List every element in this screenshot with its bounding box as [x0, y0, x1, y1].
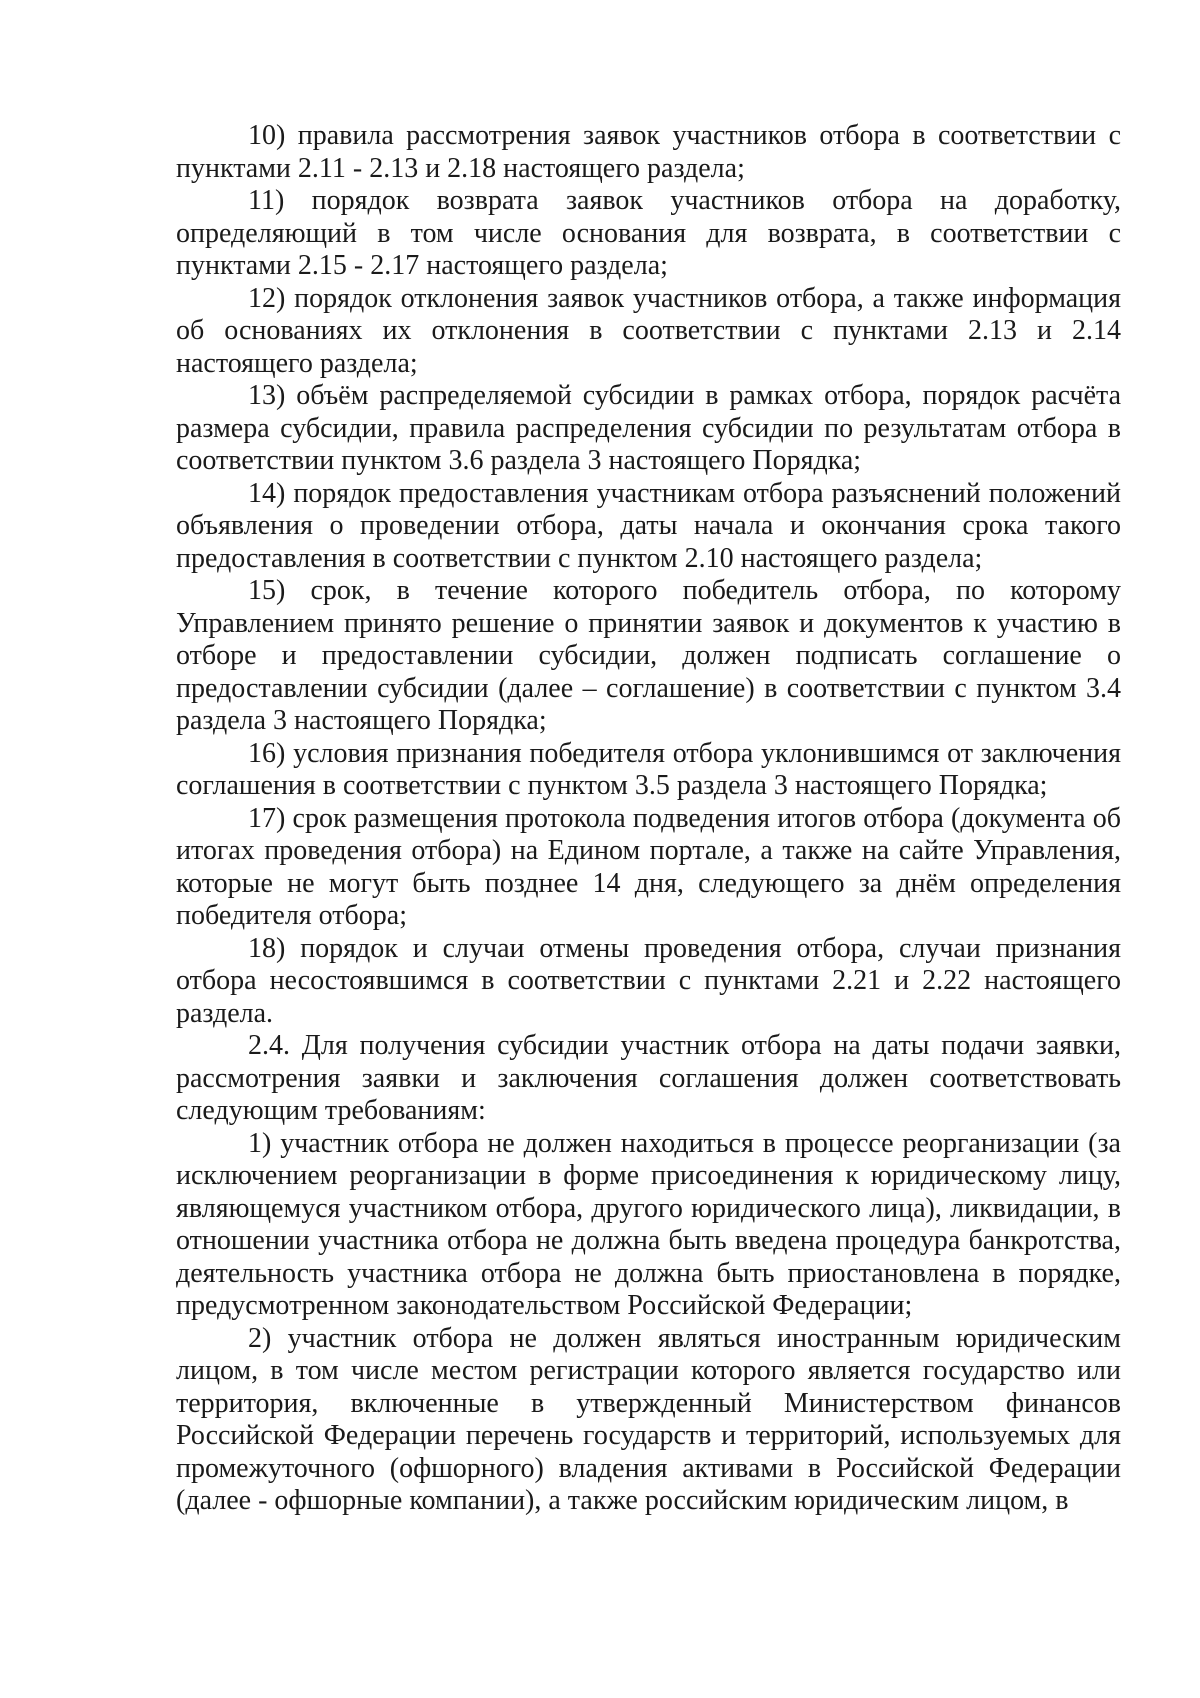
paragraph-item-13: 13) объём распределяемой субсидии в рамках отбора, порядок расчёта размера субсидии, правила распределения субсидии по результатам отбора в соответствии пунктом 3.6 раздела 3 настоящего Порядка; [176, 380, 1121, 476]
paragraph-item-10: 10) правила рассмотрения заявок участников отбора в соответствии с пунктами 2.11 - 2.13 и 2.18 настоящего раздела; [176, 120, 1121, 184]
requirement-item-1: 1) участник отбора не должен находиться в процессе реорганизации (за исключением реорганизации в форме присоединения к юридическому лицу, являющемуся участником отбора, другого юридического лица), ликвидации, в отношении участника отбора не должна быть введена процедура банкротства, деятельность участника отбора не должна быть приостановлена в порядке, предусмотренном законодательством Российской Федерации; [176, 1127, 1121, 1321]
paragraph-item-12: 12) порядок отклонения заявок участников отбора, а также информация об основаниях их отклонения в соответствии с пунктами 2.13 и 2.14 настоящего раздела; [176, 282, 1121, 379]
paragraph-item-15: 15) срок, в течение которого победитель отбора, по которому Управлением принято решение о принятии заявок и документов к участию в отборе и предоставлении субсидии, должен подписать соглашение о предоставлении субсидии (далее – соглашение) в соответствии с пунктом 3.4 раздела 3 настоящего Порядка; [176, 575, 1121, 736]
paragraph-item-18: 18) порядок и случаи отмены проведения отбора, случаи признания отбора несостоявшимся в соответствии с пунктами 2.21 и 2.22 настоящего раздела. [176, 932, 1121, 1029]
paragraph-item-11: 11) порядок возврата заявок участников отбора на доработку, определяющий в том числе основания для возврата, в соответствии с пунктами 2.15 - 2.17 настоящего раздела; [176, 185, 1121, 281]
paragraph-item-16: 16) условия признания победителя отбора уклонившимся от заключения соглашения в соответствии с пунктом 3.5 раздела 3 настоящего Порядка; [176, 737, 1121, 801]
document-page [176, 120, 1121, 1518]
section-2-4-paragraph: 2.4. Для получения субсидии участник отбора на даты подачи заявки, рассмотрения заявки и заключения соглашения должен соответствовать следующим требованиям: [176, 1030, 1121, 1126]
requirement-item-2: 2) участник отбора не должен являться иностранным юридическим лицом, в том числе местом регистрации которого является государство или территория, включенные в утвержденный Министерством финансов Российской Федерации перечень государств и территорий, используемых для промежуточного (офшорного) владения активами в Российской Федерации (далее - офшорные компании), а также российским юридическим лицом, в [176, 1322, 1121, 1516]
paragraph-item-17: 17) срок размещения протокола подведения итогов отбора (документа об итогах проведения отбора) на Едином портале, а также на сайте Управления, которые не могут быть позднее 14 дня, следующего за днём определения победителя отбора; [176, 802, 1121, 931]
paragraph-item-14: 14) порядок предоставления участникам отбора разъяснений положений объявления о проведении отбора, даты начала и окончания срока такого предоставления в соответствии с пунктом 2.10 настоящего раздела; [176, 477, 1121, 574]
